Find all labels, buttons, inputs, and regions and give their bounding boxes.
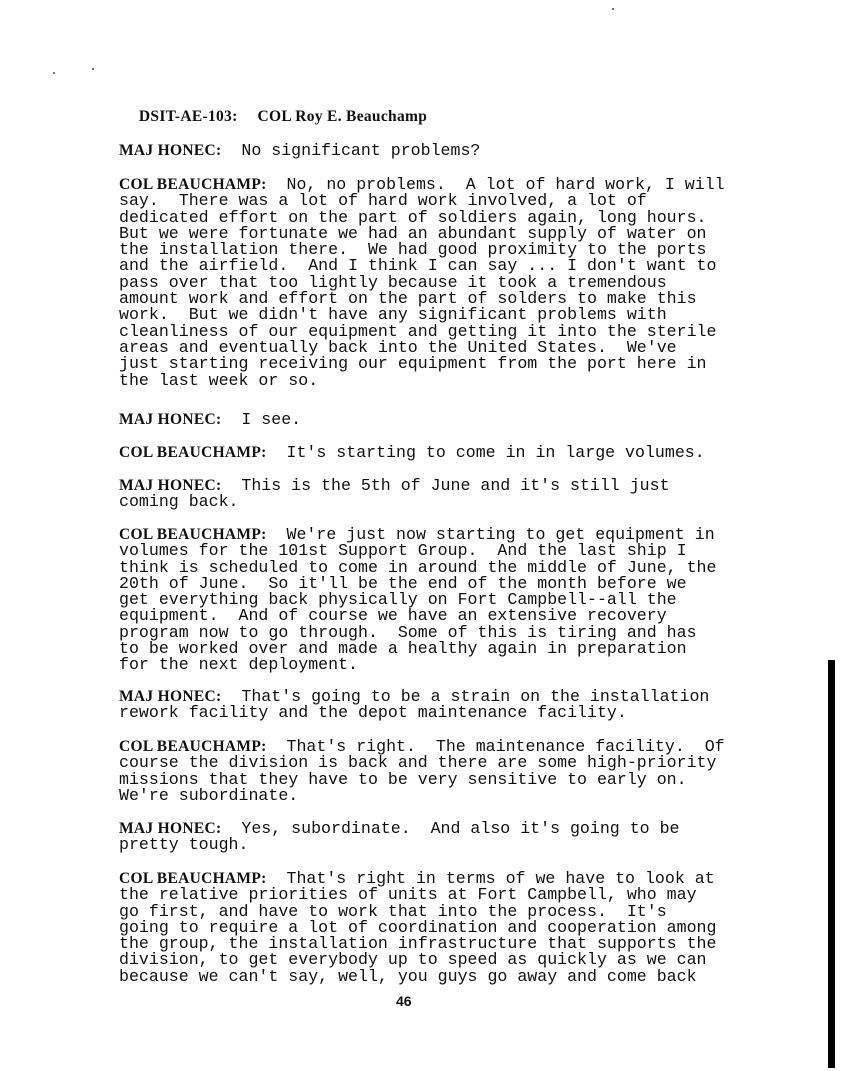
line-text: the relative priorities of units at Fort Campbell, who may	[119, 885, 697, 905]
document-header	[119, 93, 427, 126]
line-text: No significant problems?	[221, 141, 481, 160]
text-line	[119, 412, 301, 428]
text-line	[119, 966, 716, 986]
text-line	[119, 143, 480, 159]
scan-speck	[612, 8, 614, 10]
document-id: DSIT-AE-103:	[138, 108, 238, 126]
scan-speck	[92, 68, 94, 70]
transcript-paragraph	[119, 689, 709, 722]
speaker-label: COL BEAUCHAMP:	[119, 870, 267, 887]
transcript-paragraph	[119, 871, 716, 985]
line-text: dedicated effort on the part of soldiers again, long hours.	[119, 207, 707, 227]
transcript-paragraph	[119, 821, 680, 854]
line-text: cleanliness of our equipment and getting it into the sterile	[119, 321, 717, 341]
line-text: work. But we didn't have any significant problems with	[119, 305, 667, 325]
speaker-label: MAJ HONEC:	[119, 688, 222, 705]
speaker-label: COL BEAUCHAMP:	[119, 526, 267, 543]
line-text: We're just now starting to get equipment in	[266, 525, 715, 544]
line-text: 20th of June. So it'll be the end of the month before we	[119, 573, 687, 593]
transcript-paragraph	[119, 177, 725, 389]
transcript-paragraph	[119, 143, 480, 159]
line-text: areas and eventually back into the United States. We've	[119, 337, 677, 357]
line-text: I see.	[221, 410, 302, 429]
line-text: because we can't say, well, you guys go away and come back	[119, 966, 697, 986]
line-text: Yes, subordinate. And also it's going to be	[221, 819, 680, 838]
line-text: program now to go through. Some of this is tiring and has	[119, 622, 697, 642]
line-text: pass over that too lightly because it took a tremendous	[119, 272, 667, 292]
text-line	[119, 370, 725, 390]
text-line	[119, 705, 709, 721]
line-text: going to require a lot of coordination and cooperation among	[119, 917, 717, 937]
line-text: pretty tough.	[119, 835, 249, 855]
line-text: That's going to be a strain on the installation	[221, 687, 710, 706]
line-text: This is the 5th of June and it's still just	[221, 476, 670, 495]
speaker-label: COL BEAUCHAMP:	[119, 738, 267, 755]
transcript-paragraph	[119, 412, 301, 428]
speaker-label: MAJ HONEC:	[119, 477, 222, 494]
page-number: 46	[396, 993, 412, 1009]
line-text: and the airfield. And I think I can say ... I don't want to	[119, 256, 717, 276]
speaker-label: MAJ HONEC:	[119, 142, 222, 159]
line-text: just starting receiving our equipment from the port here in	[119, 354, 707, 374]
line-text: course the division is back and there are some high-priority	[119, 753, 717, 773]
text-line	[119, 837, 680, 853]
speaker-label: COL BEAUCHAMP:	[119, 444, 267, 461]
line-text: think is scheduled to come in around the middle of June, the	[119, 557, 717, 577]
transcript-paragraph	[119, 739, 725, 804]
line-text: rework facility and the depot maintenance facility.	[119, 703, 627, 723]
line-text: That's right in terms of we have to look at	[266, 869, 715, 888]
line-text: coming back.	[119, 492, 239, 512]
line-text: But we were fortunate we had an abundant supply of water on	[119, 223, 707, 243]
scan-speck	[53, 72, 55, 74]
transcript-paragraph	[119, 445, 705, 461]
line-text: to be worked over and made a healthy again in preparation	[119, 639, 687, 659]
line-text: division, to get everybody up to speed as quickly as we can	[119, 950, 707, 970]
line-text: equipment. And of course we have an extensive recovery	[119, 606, 667, 626]
transcript-paragraph	[119, 527, 716, 674]
line-text: That's right. The maintenance facility. Of	[266, 737, 725, 756]
line-text: volumes for the 101st Support Group. And the last ship I	[119, 541, 687, 561]
speaker-label: MAJ HONEC:	[119, 820, 222, 837]
text-line	[119, 445, 705, 461]
line-text: No, no problems. A lot of hard work, I will	[266, 175, 725, 194]
line-text: the installation there. We had good proximity to the ports	[119, 240, 707, 260]
interviewee-name: COL Roy E. Beauchamp	[257, 108, 428, 126]
line-text: say. There was a lot of hard work involved, a lot of	[119, 191, 647, 211]
line-text: We're subordinate.	[119, 785, 299, 805]
text-line	[119, 494, 670, 510]
line-text: go first, and have to work that into the process. It's	[119, 901, 667, 921]
line-text: the last week or so.	[119, 370, 319, 390]
margin-bar	[828, 660, 835, 1068]
transcript-paragraph	[119, 478, 670, 511]
line-text: amount work and effort on the part of solders to make this	[119, 289, 697, 309]
speaker-label: MAJ HONEC:	[119, 411, 222, 428]
line-text: missions that they have to be very sensitive to early on.	[119, 769, 687, 789]
line-text: get everything back physically on Fort Campbell--all the	[119, 590, 677, 610]
line-text: the group, the installation infrastructure that supports the	[119, 934, 717, 954]
text-line	[119, 785, 725, 805]
line-text: It's starting to come in in large volumes.	[266, 443, 705, 462]
line-text: for the next deployment.	[119, 655, 358, 675]
speaker-label: COL BEAUCHAMP:	[119, 176, 267, 193]
text-line	[119, 657, 716, 673]
